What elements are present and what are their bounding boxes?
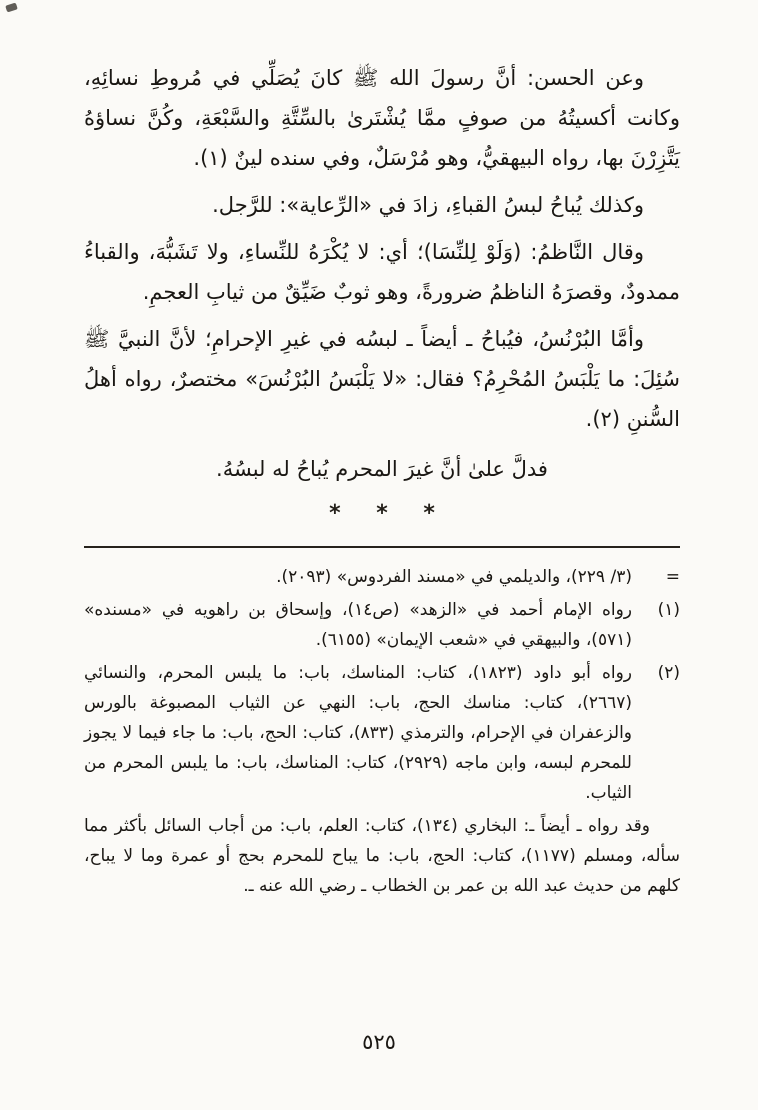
page-number: ٥٢٥ xyxy=(362,1030,396,1054)
footnote-text: رواه الإمام أحمد في «الزهد» (ص١٤)، وإسحاق بن راهويه في «مسنده» (٥٧١)، والبيهقي في «شعب الإيمان» (٦١٥٥). xyxy=(84,600,632,650)
scan-artifact xyxy=(5,2,18,12)
footnote-carryover xyxy=(84,562,680,592)
main-text-block xyxy=(84,58,680,489)
footnote-2 xyxy=(84,658,680,808)
paragraph-qabaa: وكذلك يُباحُ لبسُ القباءِ، زادَ في «الرِّعاية»: للرَّجل. xyxy=(212,193,644,217)
footnote-marker-1: (١) xyxy=(657,600,680,620)
paragraph-hadith-hasan: وعن الحسن: أنَّ رسولَ الله ﷺ كانَ يُصَلِّي في مُروطِ نسائِهِ، وكانت أكسيتُهُ من صوفٍ ممَّا يُشْتَرىٰ بالسِّتَّةِ والسَّبْعَةِ، وكُنَّ نساؤهُ يَتَّزِرْنَ بها، رواه البيهقيُّ، وهو مُرْسَلٌ، وفي سنده لينٌ (١). xyxy=(84,66,680,170)
asterisk-separator: * * * xyxy=(329,501,435,526)
paragraph-conclusion: فدلَّ علىٰ أنَّ غيرَ المحرم يُباحُ له لبسُهُ. xyxy=(216,457,548,481)
paragraph-nazim: وقال النَّاظمُ: (وَلَوْ لِلنِّسَا)؛ أي: لا يُكْرَهُ للنِّساءِ، ولا تَشَبُّهَ، والقباءُ ممدودٌ، وقصرَهُ الناظمُ ضرورةً، وهو ثوبٌ ضَيِّقٌ من ثيابِ العجمِ. xyxy=(84,240,680,304)
footnote-marker-equals: = xyxy=(665,567,680,587)
footnote-1 xyxy=(84,595,680,655)
footnote-text: (٣/ ٢٢٩)، والديلمي في «مسند الفردوس» (٢٠٩٣). xyxy=(276,567,632,587)
footnote-2-continuation: وقد رواه ـ أيضاً ـ: البخاري (١٣٤)، كتاب: العلم، باب: من أجاب السائل بأكثر مما سأله، ومسلم (١١٧٧)، كتاب: الحج، باب: ما يباح للمحرم بحج أو عمرة وما لا يباح، كلهم من حديث عبد الله بن عمر بن الخطاب ـ رضي الله عنه ـ. xyxy=(84,816,680,896)
footnotes-block xyxy=(84,562,680,901)
paragraph-burnus: وأمَّا البُرْنُسُ، فيُباحُ ـ أيضاً ـ لبسُه في غيرِ الإحرامِ؛ لأنَّ النبيَّ ﷺ سُئِلَ: ما يَلْبَسُ المُحْرِمُ؟ فقال: «لا يَلْبَسُ البُرْنُسَ» مختصرٌ، رواه أهلُ السُّننِ (٢). xyxy=(84,327,680,431)
footnote-marker-2: (٢) xyxy=(657,663,680,683)
footnote-text: رواه أبو داود (١٨٢٣)، كتاب: المناسك، باب: ما يلبس المحرم، والنسائي (٢٦٦٧)، كتاب: مناسك الحج، باب: النهي عن الثياب المصبوغة بالورس والزعفران في الإحرام، والترمذي (٨٣٣)، كتاب: الحج، باب: ما جاء فيما لا يجوز للمحرم لبسه، وابن ماجه (٢٩٢٩)، كتاب: المناسك، باب: ما يلبس المحرم من الثياب. xyxy=(84,663,632,803)
footnote-divider-line xyxy=(84,546,680,548)
